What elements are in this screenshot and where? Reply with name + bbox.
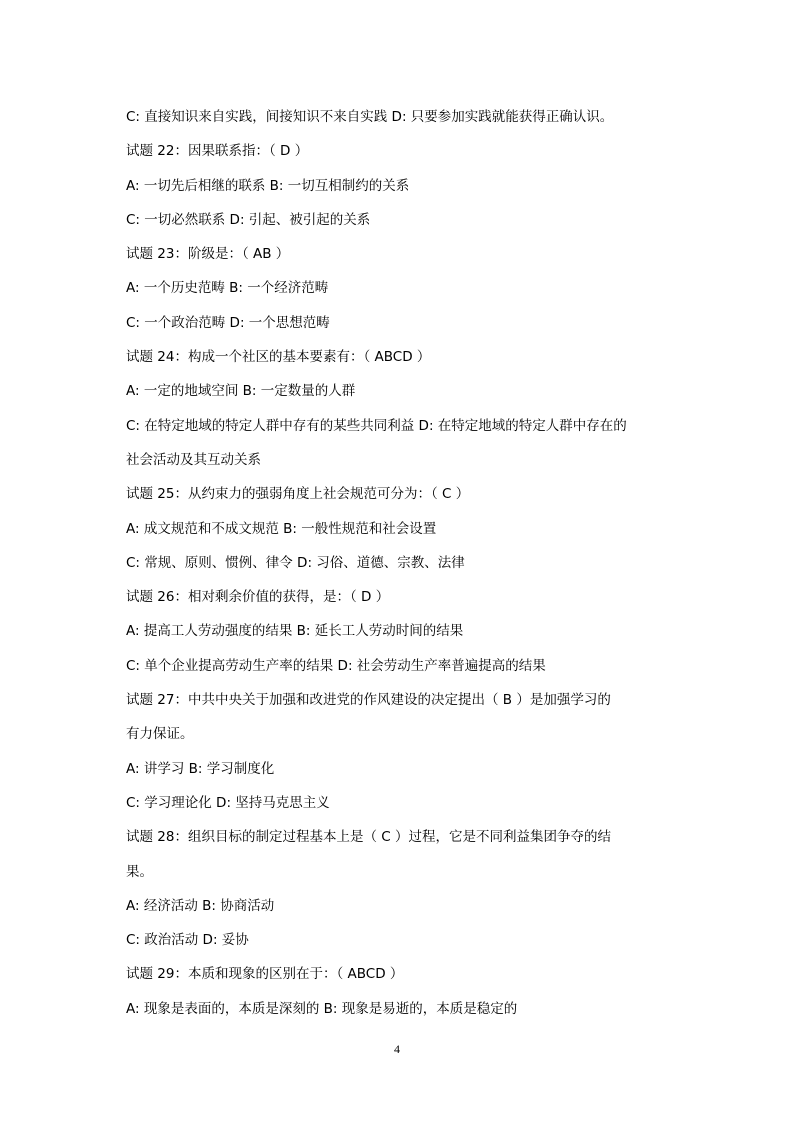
answer-options: A: 一个历史范畴 B: 一个经济范畴 [126, 280, 329, 297]
answer-options: C: 一切必然联系 D: 引起、被引起的关系 [126, 211, 371, 228]
question-title: 试题 29：本质和现象的区别在于：（ ABCD ） [126, 966, 404, 983]
answer-options: C: 学习理论化 D: 坚持马克思主义 [126, 794, 330, 811]
answer-options: A: 现象是表面的，本质是深刻的 B: 现象是易逝的，本质是稳定的 [126, 1000, 518, 1017]
answer-options: A: 成文规范和不成文规范 B: 一般性规范和社会设置 [126, 520, 437, 537]
answer-options: C: 常规、原则、惯例、律令 D: 习俗、道德、宗教、法律 [126, 554, 465, 571]
question-title: 试题 23：阶级是：（ AB ） [126, 246, 290, 263]
question-title-continued: 有力保证。 [126, 726, 194, 743]
answer-options: A: 一定的地域空间 B: 一定数量的人群 [126, 383, 356, 400]
question-title: 试题 26：相对剩余价值的获得，是：（ D ） [126, 589, 390, 606]
question-title: 试题 25：从约束力的强弱角度上社会规范可分为：（ C ） [126, 486, 470, 503]
question-title: 试题 22：因果联系指：（ D ） [126, 143, 309, 160]
answer-options-continued: 社会活动及其互动关系 [126, 451, 261, 468]
question-title: 试题 28：组织目标的制定过程基本上是（ C ）过程，它是不同利益集团争夺的结 [126, 829, 611, 846]
answer-options: A: 经济活动 B: 协商活动 [126, 897, 275, 914]
question-title: 试题 27：中共中央关于加强和改进党的作风建设的决定提出（ B ）是加强学习的 [126, 692, 611, 709]
question-title-continued: 果。 [126, 863, 153, 880]
answer-options: C: 在特定地域的特定人群中存有的某些共同利益 D: 在特定地域的特定人群中存在的 [126, 417, 627, 434]
answer-options: A: 一切先后相继的联系 B: 一切互相制约的关系 [126, 177, 410, 194]
document-body [126, 100, 674, 1026]
text-line: C: 直接知识来自实践，间接知识不来自实践 D: 只要参加实践就能获得正确认识。 [126, 109, 614, 125]
answer-options: C: 一个政治范畴 D: 一个思想范畴 [126, 314, 330, 331]
page-number: 4 [394, 1042, 400, 1056]
question-title: 试题 24：构成一个社区的基本要素有：（ ABCD ） [126, 349, 431, 366]
answer-options: C: 单个企业提高劳动生产率的结果 D: 社会劳动生产率普遍提高的结果 [126, 657, 546, 674]
answer-options: C: 政治活动 D: 妥协 [126, 932, 249, 949]
answer-options: A: 提高工人劳动强度的结果 B: 延长工人劳动时间的结果 [126, 623, 464, 640]
answer-options: A: 讲学习 B: 学习制度化 [126, 760, 275, 777]
